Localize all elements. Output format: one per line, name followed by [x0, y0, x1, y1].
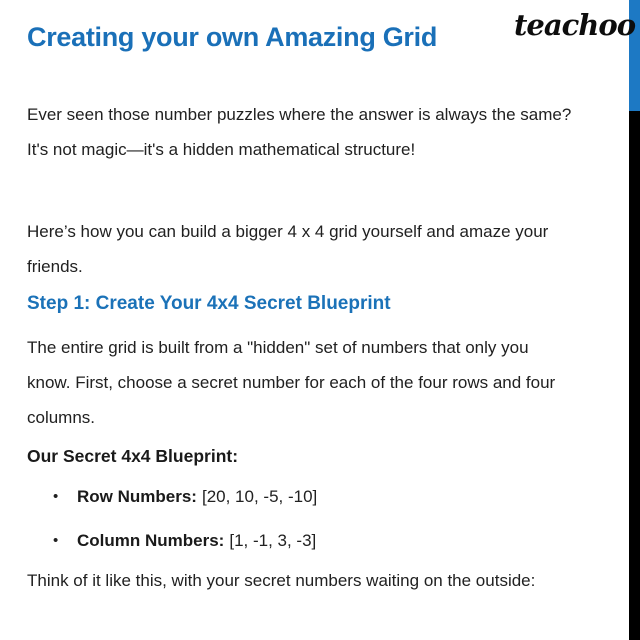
teachoo-logo: teachoo — [514, 8, 636, 42]
explain-line-3: columns. — [27, 408, 96, 427]
bullet-row-numbers — [27, 486, 317, 508]
bullet-column-numbers — [27, 530, 316, 552]
edge-bar-black-segment — [629, 111, 640, 640]
intro-line-2: It's not magic—it's a hidden mathematical structure! — [27, 140, 416, 159]
closing-line: Think of it like this, with your secret numbers waiting on the outside: — [27, 571, 536, 590]
step1-heading: Step 1: Create Your 4x4 Secret Blueprint — [27, 293, 391, 314]
explain-line-1: The entire grid is built from a "hidden" set of numbers that only you — [27, 338, 529, 357]
right-edge-bar — [629, 0, 640, 640]
row-numbers-label: Row Numbers: — [77, 487, 197, 506]
column-numbers-label: Column Numbers: — [77, 531, 225, 550]
intro-line-1: Ever seen those number puzzles where the answer is always the same? — [27, 105, 572, 124]
page-title: Creating your own Amazing Grid — [27, 22, 438, 52]
bullet-icon: • — [53, 488, 59, 505]
build-line-2: friends. — [27, 257, 83, 276]
column-numbers-value: [1, -1, 3, -3] — [229, 531, 317, 550]
build-line-1: Here’s how you can build a bigger 4 x 4 grid yourself and amaze your — [27, 222, 549, 241]
row-numbers-value: [20, 10, -5, -10] — [201, 487, 318, 506]
blueprint-heading: Our Secret 4x4 Blueprint: — [27, 446, 239, 466]
explain-line-2: know. First, choose a secret number for each of the four rows and four — [27, 373, 556, 392]
bullet-icon: • — [53, 532, 59, 549]
